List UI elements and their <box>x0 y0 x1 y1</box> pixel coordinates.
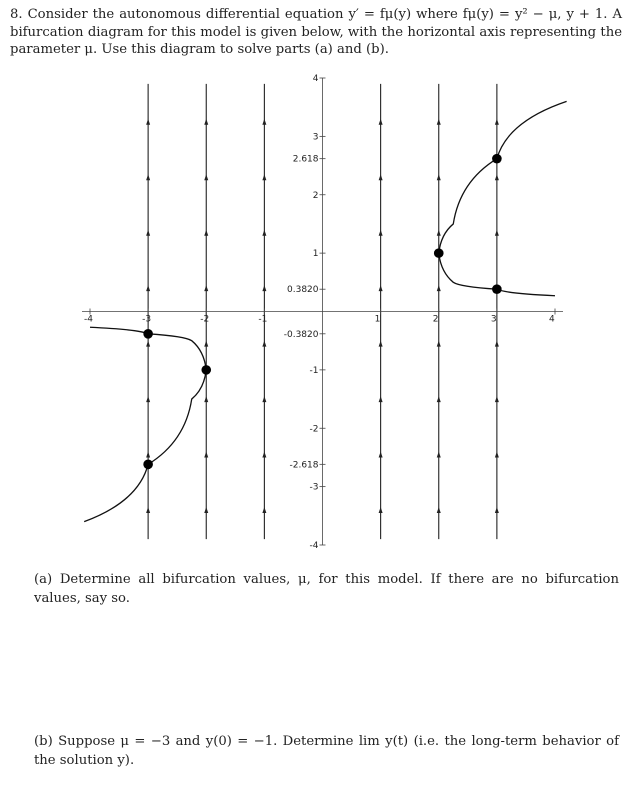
phase-arrow <box>146 174 150 180</box>
y-tick-label: -2 <box>309 424 319 435</box>
phase-arrow <box>437 285 441 291</box>
equilibrium-point <box>201 365 211 375</box>
part-a-label: (a) <box>34 572 53 587</box>
phase-arrow <box>262 174 266 180</box>
phase-arrow <box>379 119 383 125</box>
x-tick-label: 1 <box>374 314 381 325</box>
x-tick-label: -1 <box>258 314 268 325</box>
phase-arrow <box>146 119 150 125</box>
y-tick-label: -2.618 <box>289 460 319 471</box>
curve-left-lower <box>84 370 206 522</box>
x-tick-label: 2 <box>432 314 439 325</box>
x-tick-label: 4 <box>549 314 555 325</box>
equilibrium-point <box>434 248 444 258</box>
phase-arrow <box>495 230 499 236</box>
part-b-text: Suppose μ = −3 and y(0) = −1. Determine lim y(t) (i.e. the long-term behavior of the solution y). <box>34 734 619 768</box>
phase-arrow <box>495 174 499 180</box>
phase-arrow <box>495 507 499 513</box>
phase-arrow <box>437 230 441 236</box>
phase-arrow <box>204 230 208 236</box>
curve-right <box>439 101 567 253</box>
problem-statement <box>10 6 622 59</box>
phase-arrow <box>204 507 208 513</box>
phase-arrow <box>495 341 499 347</box>
bifurcation-diagram <box>60 70 590 560</box>
phase-arrow <box>204 452 208 458</box>
phase-arrow <box>437 341 441 347</box>
phase-arrow <box>379 507 383 513</box>
phase-arrow <box>437 396 441 402</box>
y-tick-label: -1 <box>309 365 319 376</box>
phase-arrow <box>262 285 266 291</box>
phase-arrow <box>379 341 383 347</box>
phase-arrow <box>146 341 150 347</box>
problem-number: 8. <box>10 7 23 22</box>
tick-labels <box>84 74 555 551</box>
y-tick-label: 2.618 <box>292 154 319 165</box>
axes <box>82 78 563 545</box>
phase-arrow <box>204 341 208 347</box>
equilibrium-point <box>492 284 502 294</box>
problem-text: Consider the autonomous differential equation y′ = fμ(y) where fμ(y) = y² − μ, y + 1. A bifurcation diagram for this model is given below, with the horizontal axis representing the parameter μ. Use this diagram to solve parts (a) and (b). <box>10 7 622 57</box>
phase-arrow <box>379 174 383 180</box>
phase-arrow <box>262 230 266 236</box>
equilibrium-point <box>143 460 153 470</box>
phase-arrow <box>262 341 266 347</box>
y-tick-label: 2 <box>312 190 319 201</box>
phase-arrow <box>262 507 266 513</box>
phase-arrow <box>437 507 441 513</box>
phase-arrow <box>204 174 208 180</box>
part-b <box>34 732 619 770</box>
phase-arrow <box>262 396 266 402</box>
phase-arrow <box>379 285 383 291</box>
part-a-text: Determine all bifurcation values, μ, for this model. If there are no bifurcation values, say so. <box>34 572 619 606</box>
y-tick-label: -3 <box>309 482 319 493</box>
equilibrium-point <box>143 329 153 339</box>
y-tick-label: 3 <box>312 132 319 143</box>
phase-arrow <box>495 452 499 458</box>
y-tick-label: -4 <box>309 541 319 551</box>
y-tick-label: 0.3820 <box>287 285 319 296</box>
x-tick-label: -3 <box>142 314 152 325</box>
equilibrium-point <box>492 154 502 164</box>
phase-arrow <box>379 452 383 458</box>
phase-arrow <box>262 452 266 458</box>
phase-arrow <box>437 119 441 125</box>
y-tick-label: 1 <box>312 249 319 260</box>
phase-arrow <box>146 285 150 291</box>
phase-arrow <box>146 396 150 402</box>
part-a <box>34 570 619 608</box>
part-b-label: (b) <box>34 734 53 749</box>
x-tick-label: 3 <box>490 314 497 325</box>
phase-arrow <box>495 119 499 125</box>
phase-arrow <box>204 119 208 125</box>
y-tick-label: 4 <box>312 74 319 84</box>
x-tick-label: -4 <box>84 314 93 325</box>
phase-arrow <box>146 452 150 458</box>
phase-arrow <box>146 507 150 513</box>
phase-arrow <box>204 396 208 402</box>
phase-arrow <box>437 452 441 458</box>
phase-arrow <box>146 230 150 236</box>
phase-arrow <box>262 119 266 125</box>
x-tick-label: -2 <box>200 314 210 325</box>
y-tick-label: -0.3820 <box>283 329 319 340</box>
phase-arrow <box>495 396 499 402</box>
phase-arrow <box>437 174 441 180</box>
phase-arrow <box>379 396 383 402</box>
phase-arrow <box>379 230 383 236</box>
phase-arrow <box>204 285 208 291</box>
